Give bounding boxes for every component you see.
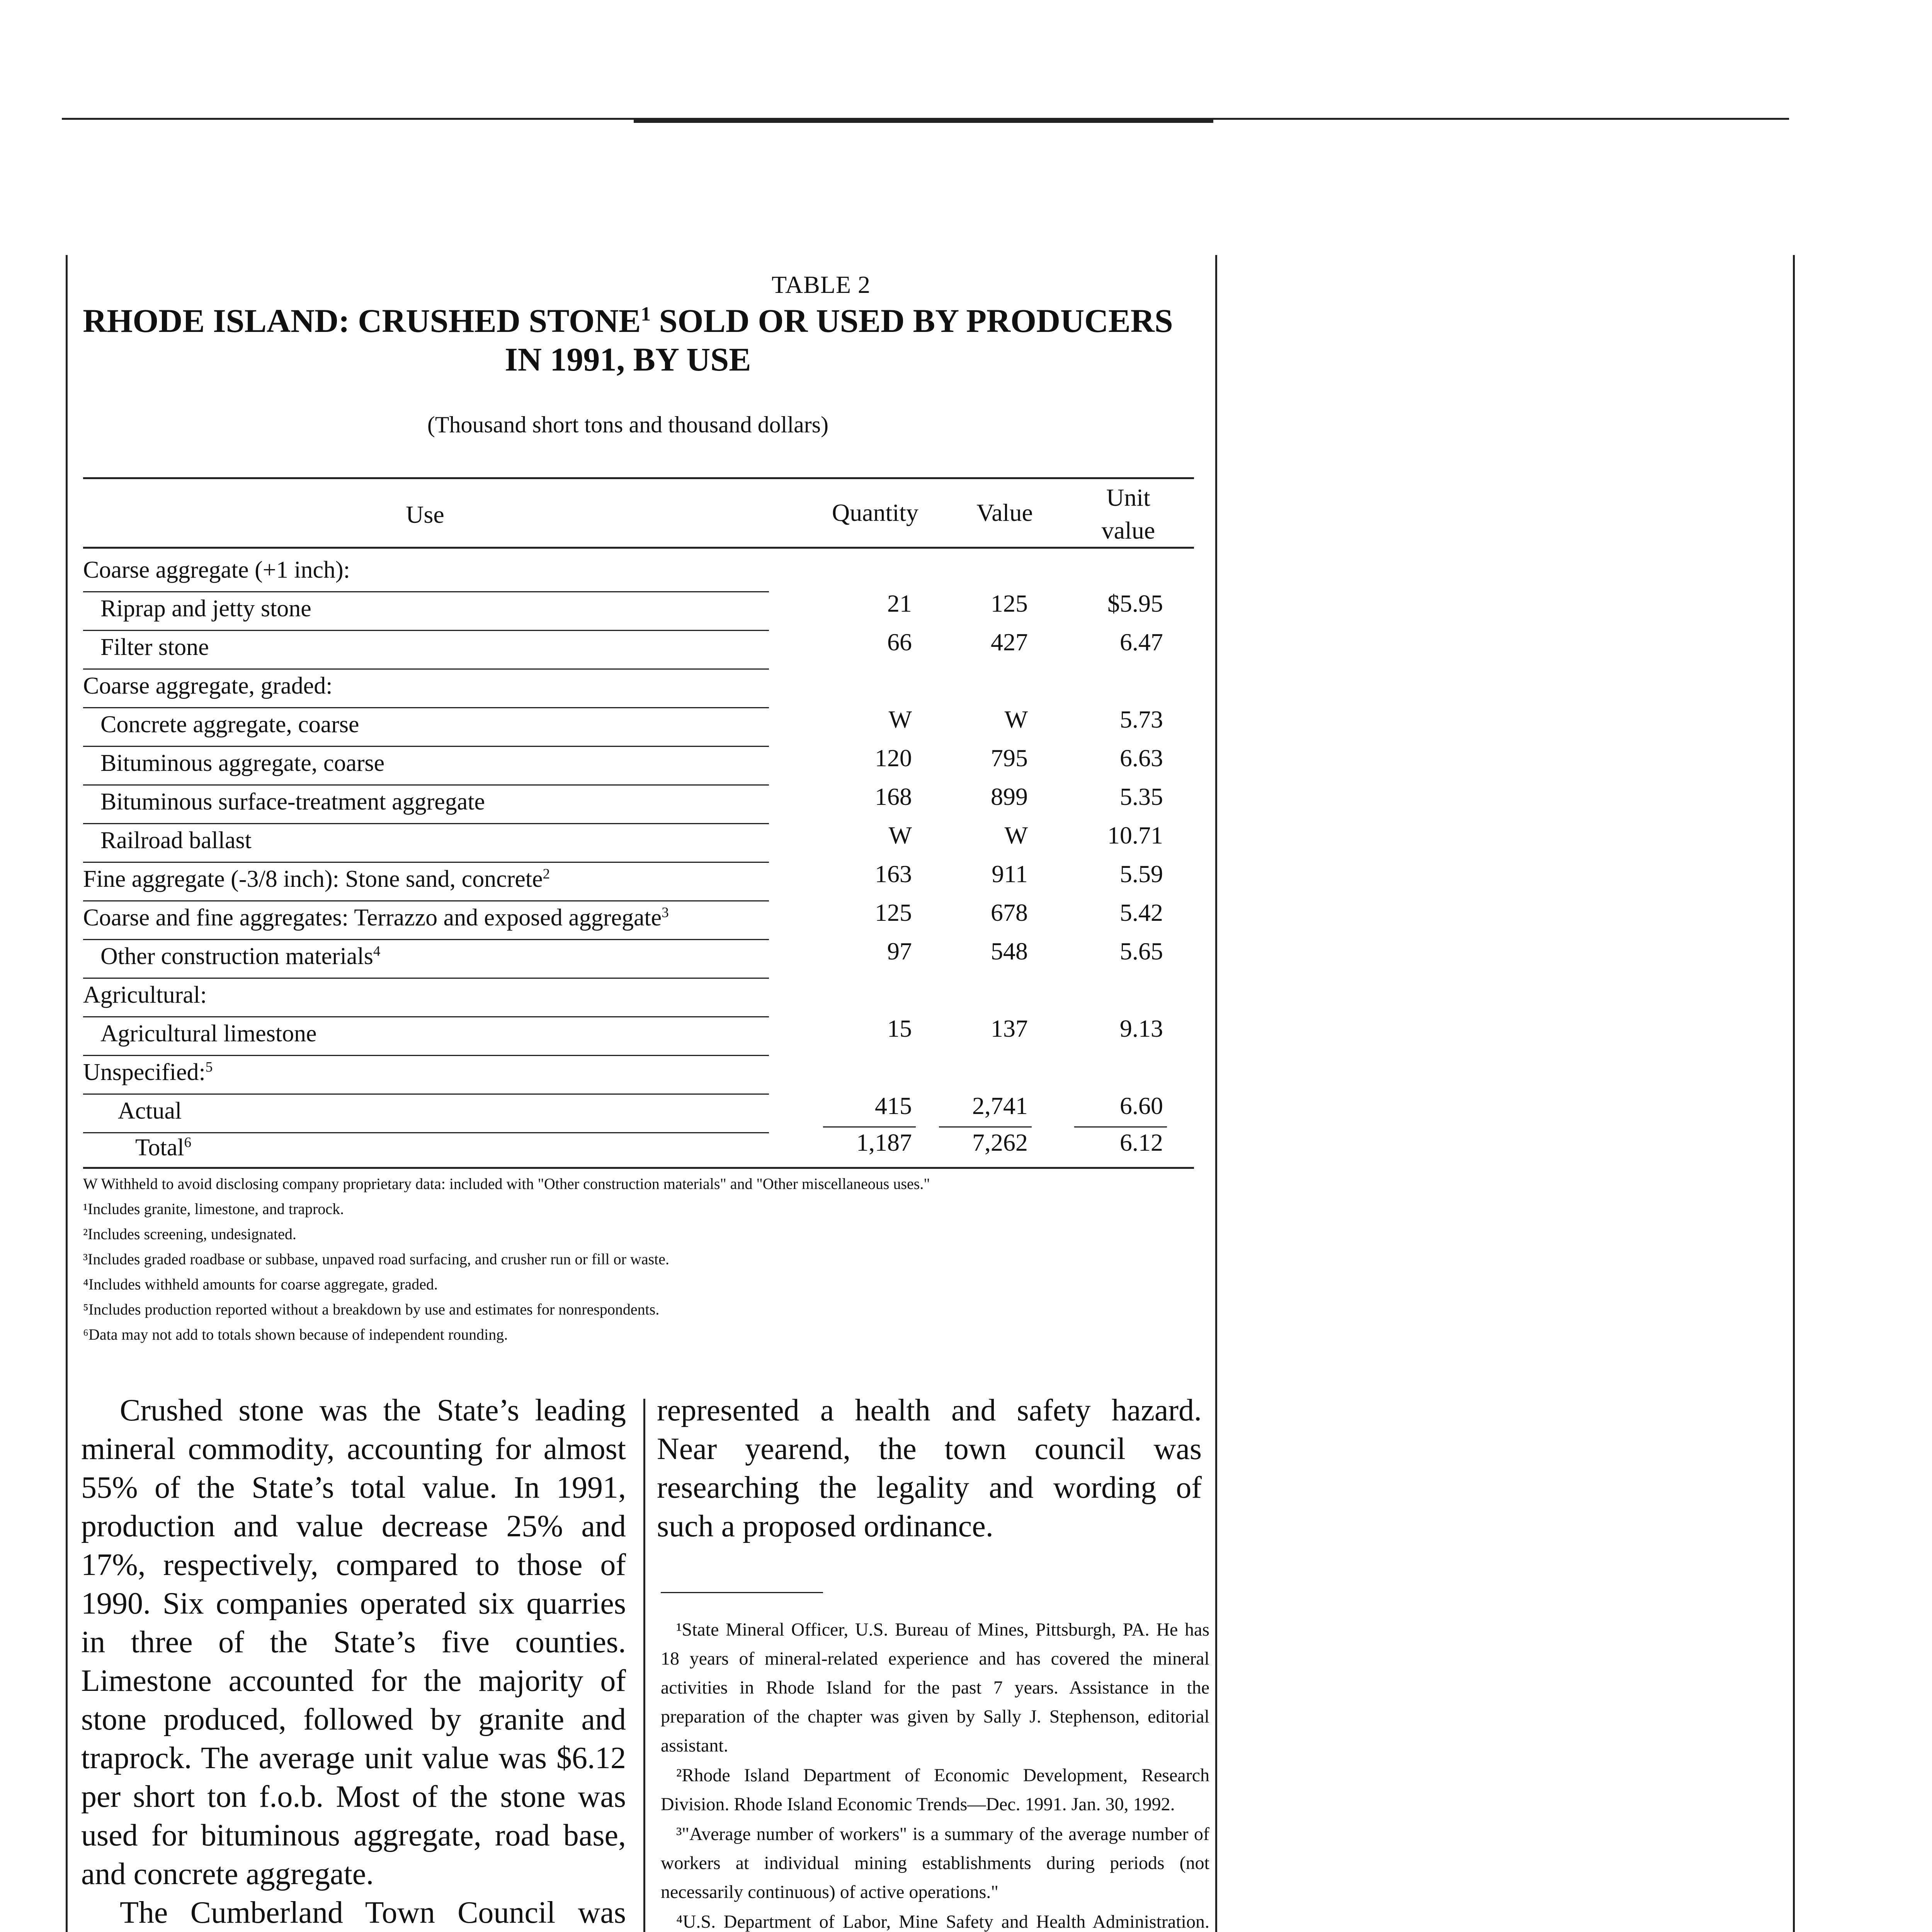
table-row-label: Coarse and fine aggregates: Terrazzo and exposed aggregate$^3$ [83, 905, 669, 931]
table-title-rest: SOLD OR USED BY PRODUCERS [651, 302, 1173, 339]
table-title [77, 301, 1179, 379]
cell-quantity: 168 [875, 783, 912, 810]
table-row-label: Bituminous aggregate, coarse [100, 750, 385, 776]
cell-unit-value: $5.95 [1107, 590, 1163, 617]
table-bottom-rule [83, 1167, 1194, 1169]
page-footnote: ⁴U.S. Department of Labor, Mine Safety and Health Administration. [676, 1912, 1209, 1932]
cell-unit-value: 6.12 [1120, 1129, 1163, 1156]
cell-unit-value: 5.65 [1120, 937, 1163, 965]
table-footnote: ²Includes screening, undesignated. [83, 1225, 296, 1243]
page-footnotes [661, 1615, 1209, 1932]
table-row-label: Riprap and jetty stone [100, 595, 311, 622]
cell-value: 911 [992, 860, 1028, 888]
cell-value: W [1004, 706, 1028, 733]
row-rule [83, 1055, 769, 1056]
cell-quantity: 15 [887, 1015, 912, 1042]
paragraph: Crushed stone was the State’s leading mineral commodity, accounting for almost 55% of the State’s total value. In 1991, production and value decrease 25% and 17%, respectively, compared to those of 1990. Six companies operated six quarries in three of the State’s five counties. Limestone accounted for the majority of stone produced, followed by granite and traprock. The average unit value was $6.12 per short ton f.o.b. Most of the stone was used for bituminous aggregate, road base, and concrete aggregate. [81, 1393, 626, 1891]
table-row-label: Unspecified:$^5$ [83, 1059, 213, 1085]
subtotal-rule-value [939, 1126, 1032, 1128]
table-title-main: RHODE ISLAND: CRUSHED STONE [83, 302, 641, 339]
cell-quantity: W [888, 821, 912, 849]
row-rule [83, 668, 769, 670]
cell-value: 427 [991, 628, 1028, 656]
cell-unit-value: 5.35 [1120, 783, 1163, 810]
table-row-label: Actual [118, 1098, 182, 1124]
cell-quantity: 66 [887, 628, 912, 656]
table-row-label: Agricultural: [83, 982, 207, 1008]
cell-value: 137 [991, 1015, 1028, 1042]
left-column-border [66, 255, 68, 1932]
right-column-text [657, 1391, 1202, 1546]
left-column-text [81, 1391, 626, 1932]
row-rule [83, 939, 769, 940]
column-header-unit-value [1078, 481, 1179, 547]
table-row-label: Coarse aggregate, graded: [83, 673, 333, 699]
page-footnote: ²Rhode Island Department of Economic Development, Research Division. Rhode Island Economic Trends—Dec. 1991. Jan. 30, 1992. [661, 1765, 1209, 1815]
right-column-border-b [1793, 255, 1795, 1932]
table-footnote: ⁵Includes production reported without a breakdown by use and estimates for nonrespondents. [83, 1301, 660, 1318]
cell-quantity: 1,187 [856, 1129, 912, 1156]
table-number: TABLE 2 [771, 271, 871, 298]
table-units: (Thousand short tons and thousand dollars) [427, 412, 829, 437]
cell-unit-value: 6.47 [1120, 628, 1163, 656]
row-rule [83, 707, 769, 708]
table-footnote: ¹Includes granite, limestone, and traprock. [83, 1200, 344, 1218]
row-rule [83, 1016, 769, 1017]
subtotal-rule-unit-value [1074, 1126, 1167, 1128]
row-rule [83, 823, 769, 824]
table-row-label: Agricultural limestone [100, 1020, 317, 1047]
cell-value: W [1004, 821, 1028, 849]
table-row-label: Fine aggregate (-3/8 inch): Stone sand, concrete$^2$ [83, 866, 550, 892]
row-rule [83, 1132, 769, 1133]
table-row-label: Total$^6$ [135, 1134, 192, 1161]
cell-value: 678 [991, 899, 1028, 926]
cell-value: 548 [991, 937, 1028, 965]
mid-column-divider [643, 1399, 645, 1932]
cell-unit-value: 5.59 [1120, 860, 1163, 888]
table-footnote: ⁴Includes withheld amounts for coarse aggregate, graded. [83, 1276, 438, 1293]
cell-quantity: 163 [875, 860, 912, 888]
cell-value: 125 [991, 590, 1028, 617]
row-rule [83, 900, 769, 901]
right-column-border-a [1215, 255, 1217, 1932]
subtotal-rule-quantity [823, 1126, 916, 1128]
table-header-bottom-rule [83, 547, 1194, 549]
page-footnote: ³"Average number of workers" is a summary of the average number of workers at individual mining establishments during periods (not necessarily continuous) of active operations." [661, 1824, 1209, 1902]
cell-unit-value: 6.63 [1120, 744, 1163, 772]
table-title-footnote-ref: 1 [641, 303, 651, 325]
cell-unit-value: 9.13 [1120, 1015, 1163, 1042]
page-footnote: ¹State Mineral Officer, U.S. Bureau of Mines, Pittsburgh, PA. He has 18 years of mineral-related experience and has covered the mineral activities in Rhode Island for the past 7 years. Assistance in the preparation of the chapter was given by Sally J. Stephenson, editorial assistant. [661, 1619, 1209, 1756]
column-header-use: Use [406, 501, 444, 528]
paragraph: represented a health and safety hazard. Near yearend, the town council was researching the legality and wording of such a proposed ordinance. [657, 1393, 1202, 1543]
column-header-quantity: Quantity [832, 499, 918, 526]
table-row-label: Other construction materials$^4$ [100, 943, 381, 969]
cell-quantity: 97 [887, 937, 912, 965]
cell-value: 899 [991, 783, 1028, 810]
table-row-label: Coarse aggregate (+1 inch): [83, 557, 350, 583]
row-rule [83, 784, 769, 786]
footnote-separator [661, 1592, 823, 1593]
row-rule [83, 746, 769, 747]
table-row-label: Concrete aggregate, coarse [100, 711, 359, 738]
column-header-unit-value-line2: value [1101, 517, 1155, 544]
table-row-label: Railroad ballast [100, 827, 252, 854]
cell-value: 795 [991, 744, 1028, 772]
cell-unit-value: 5.73 [1120, 706, 1163, 733]
row-rule [83, 630, 769, 631]
cell-quantity: 125 [875, 899, 912, 926]
paragraph: The Cumberland Town Council was [120, 1896, 626, 1930]
table-footnote: W Withheld to avoid disclosing company proprietary data: included with "Other construction materials" and "Other miscellaneous uses." [83, 1175, 930, 1192]
column-header-value: Value [976, 499, 1033, 526]
row-rule [83, 862, 769, 863]
table-row-label: Filter stone [100, 634, 209, 660]
table-row-label: Bituminous surface-treatment aggregate [100, 789, 485, 815]
cell-value: 2,741 [972, 1092, 1028, 1119]
cell-unit-value: 6.60 [1120, 1092, 1163, 1119]
table-title-line2: IN 1991, BY USE [505, 341, 751, 378]
cell-quantity: 21 [887, 590, 912, 617]
cell-value: 7,262 [972, 1129, 1028, 1156]
table-footnote: ³Includes graded roadbase or subbase, unpaved road surfacing, and crusher run or fill or waste. [83, 1250, 670, 1268]
cell-quantity: 120 [875, 744, 912, 772]
row-rule [83, 978, 769, 979]
row-rule [83, 591, 769, 592]
top-rule-thick [634, 118, 1213, 123]
cell-unit-value: 10.71 [1107, 821, 1163, 849]
column-header-unit-value-line1: Unit [1106, 484, 1150, 511]
cell-quantity: 415 [875, 1092, 912, 1119]
row-rule [83, 1094, 769, 1095]
table-footnote: ⁶Data may not add to totals shown because of independent rounding. [83, 1326, 508, 1343]
cell-unit-value: 5.42 [1120, 899, 1163, 926]
cell-quantity: W [888, 706, 912, 733]
table-header-top-rule [83, 477, 1194, 479]
